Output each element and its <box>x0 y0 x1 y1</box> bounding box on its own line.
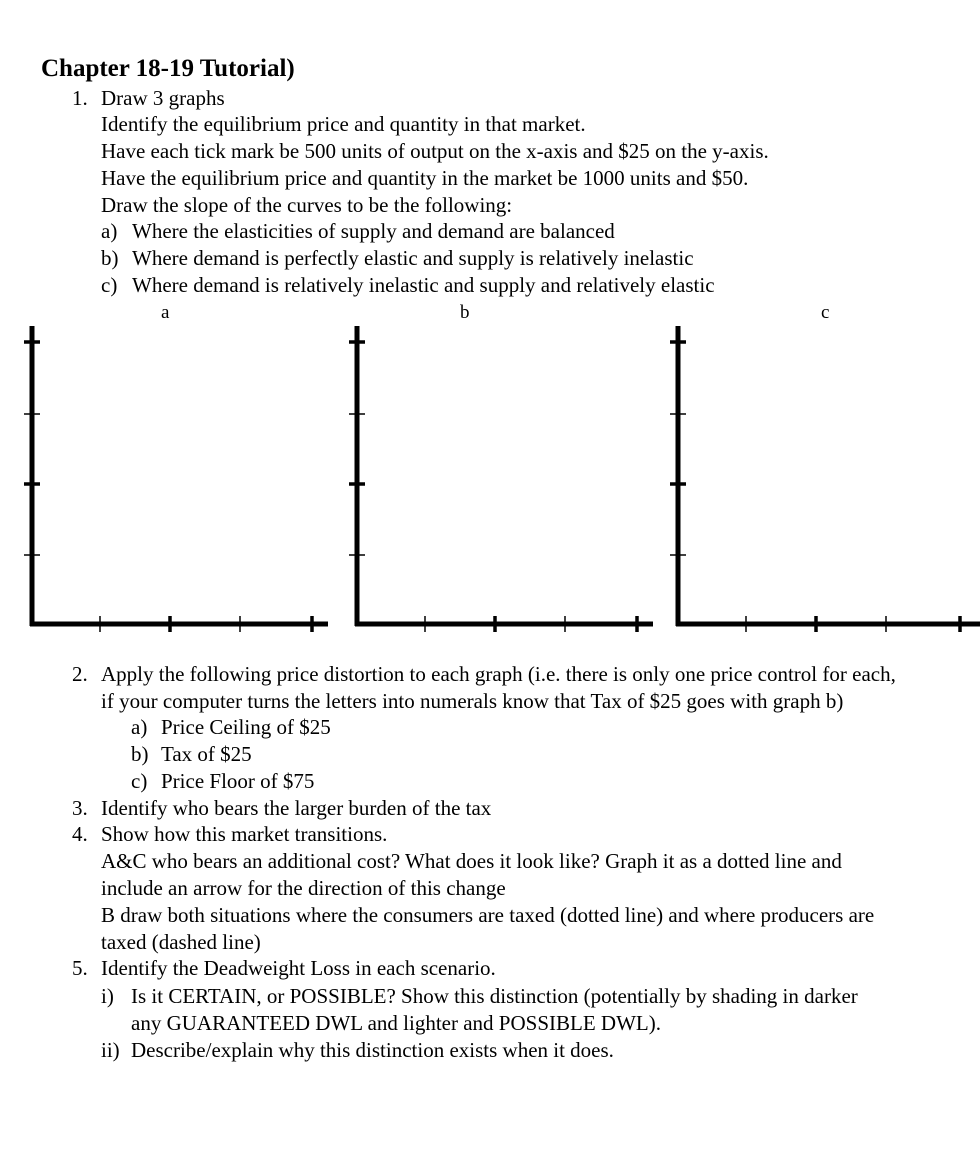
graph-label-b: b <box>460 302 470 323</box>
instruction-line: include an arrow for the direction of this change <box>101 876 506 900</box>
question-text: Show how this market transitions. <box>101 822 388 846</box>
graph-b <box>347 322 657 634</box>
option-marker: b) <box>131 742 149 766</box>
instruction-line: B draw both situations where the consumers are taxed (dotted line) and where producers are <box>101 903 875 927</box>
question-text: if your computer turns the letters into numerals know that Tax of $25 goes with graph b) <box>101 689 844 713</box>
question-number: 4. <box>72 822 88 846</box>
instruction-line: taxed (dashed line) <box>101 930 261 954</box>
question-number: 5. <box>72 956 88 980</box>
option-text: Where demand is relatively inelastic and supply and relatively elastic <box>132 273 715 297</box>
graph-a <box>22 322 332 634</box>
question-number: 2. <box>72 662 88 686</box>
sub-item-text: any GUARANTEED DWL and lighter and POSSIBLE DWL). <box>131 1011 661 1035</box>
graph-label-a: a <box>161 302 170 323</box>
page-title: Chapter 18-19 Tutorial) <box>41 55 295 82</box>
option-text: Where demand is perfectly elastic and supply is relatively inelastic <box>132 246 694 270</box>
option-text: Tax of $25 <box>161 742 252 766</box>
option-text: Price Floor of $75 <box>161 769 315 793</box>
question-number: 3. <box>72 796 88 820</box>
option-marker: c) <box>131 769 148 793</box>
instruction-line: Draw the slope of the curves to be the following: <box>101 193 513 217</box>
sub-item-marker: i) <box>101 984 114 1008</box>
question-text: Apply the following price distortion to each graph (i.e. there is only one price control for each, <box>101 662 896 686</box>
option-text: Price Ceiling of $25 <box>161 715 331 739</box>
question-number: 1. <box>72 86 88 110</box>
option-marker: a) <box>101 219 118 243</box>
instruction-line: Have the equilibrium price and quantity in the market be 1000 units and $50. <box>101 166 749 190</box>
instruction-line: Have each tick mark be 500 units of output on the x-axis and $25 on the y-axis. <box>101 139 769 163</box>
graph-c <box>668 322 980 634</box>
option-marker: a) <box>131 715 148 739</box>
sub-item-text: Is it CERTAIN, or POSSIBLE? Show this distinction (potentially by shading in darker <box>131 984 858 1008</box>
option-text: Where the elasticities of supply and demand are balanced <box>132 219 615 243</box>
instruction-line: Identify the equilibrium price and quantity in that market. <box>101 112 586 136</box>
option-marker: b) <box>101 246 119 270</box>
question-text: Identify who bears the larger burden of the tax <box>101 796 492 820</box>
graph-label-c: c <box>821 302 830 323</box>
sub-item-text: Describe/explain why this distinction exists when it does. <box>131 1038 614 1062</box>
sub-item-marker: ii) <box>101 1038 120 1062</box>
question-text: Identify the Deadweight Loss in each scenario. <box>101 956 496 980</box>
instruction-line: A&C who bears an additional cost? What does it look like? Graph it as a dotted line and <box>101 849 842 873</box>
question-text: Draw 3 graphs <box>101 86 225 110</box>
option-marker: c) <box>101 273 118 297</box>
